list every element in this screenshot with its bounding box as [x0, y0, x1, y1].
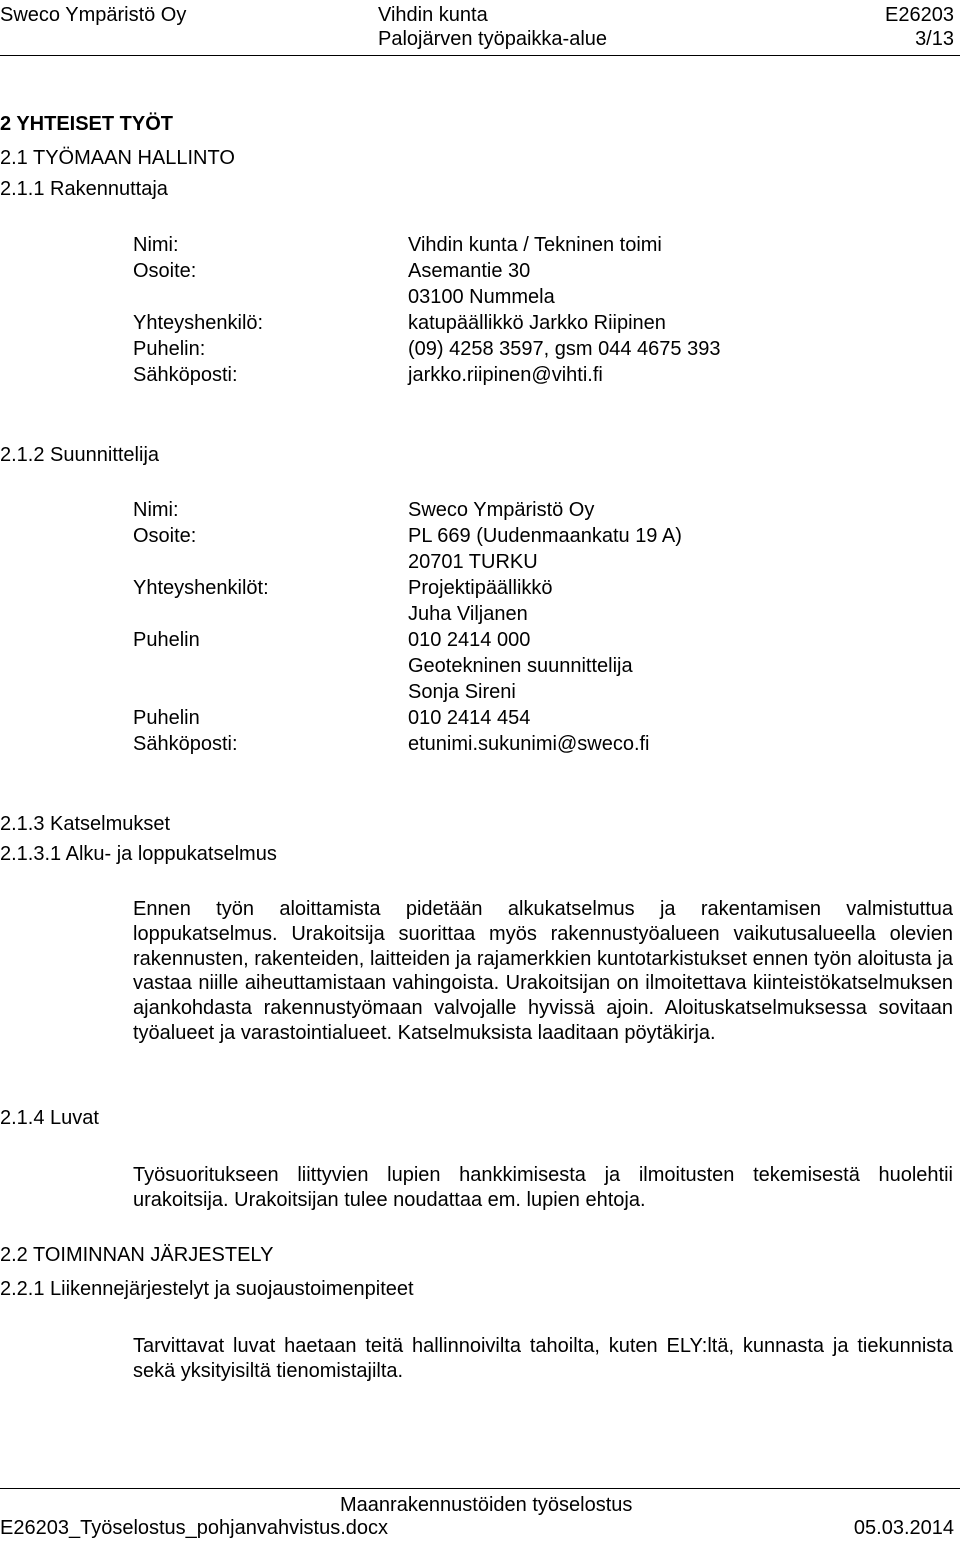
rakennuttaja-label: Puhelin: [133, 338, 206, 360]
footer-doc-title: Maanrakennustöiden työselostus [340, 1494, 633, 1516]
header-company: Sweco Ympäristö Oy [0, 4, 187, 26]
header-divider [0, 55, 960, 56]
suunnittelija-label: Nimi: [133, 499, 179, 521]
heading-katselmukset: 2.1.3 Katselmukset [0, 813, 171, 835]
suunnittelija-value: 20701 TURKU [408, 551, 538, 573]
suunnittelija-value: 010 2414 000 [408, 629, 531, 651]
rakennuttaja-email[interactable]: jarkko.riipinen@vihti.fi [408, 364, 603, 386]
heading-rakennuttaja: 2.1.1 Rakennuttaja [0, 178, 168, 200]
suunnittelija-value: Projektipäällikkö [408, 577, 553, 599]
heading-liikennejarjestelyt: 2.2.1 Liikennejärjestelyt ja suojaustoimenpiteet [0, 1278, 414, 1300]
suunnittelija-email[interactable]: etunimi.sukunimi@sweco.fi [408, 733, 650, 755]
footer-filename: E26203_Työselostus_pohjanvahvistus.docx [0, 1517, 389, 1539]
rakennuttaja-value: Asemantie 30 [408, 260, 531, 282]
suunnittelija-value: PL 669 (Uudenmaankatu 19 A) [408, 525, 682, 547]
suunnittelija-label: Osoite: [133, 525, 197, 547]
heading-tyomaan-hallinto: 2.1 TYÖMAAN HALLINTO [0, 147, 235, 169]
rakennuttaja-value: (09) 4258 3597, gsm 044 4675 393 [408, 338, 721, 360]
rakennuttaja-value: katupäällikkö Jarkko Riipinen [408, 312, 666, 334]
paragraph-katselmus: Ennen työn aloittamista pidetään alkukatselmus ja rakentamisen valmistuttua loppukatselmus. Urakoitsija suorittaa myös rakennustyöalueen vaikutusalueella olevien rakennusten, rakenteiden, laitteiden ja rajamerkkien kuntotarkistukset ennen työn aloitusta ja vastaa niille aiheuttamistaan vahingoista. Urakoitsijan on ilmoitettava kiinteistökatselmuksen ajankohdasta rakennustyömaan valvojalle hyvissä ajoin. Aloituskatselmuksessa sovitaan työalueet ja varastointialueet. Katselmuksista laaditaan pöytäkirja. [133, 898, 953, 1044]
heading-yhteiset-tyot: 2 YHTEISET TYÖT [0, 113, 173, 135]
suunnittelija-label: Yhteyshenkilöt: [133, 577, 269, 599]
rakennuttaja-label: Nimi: [133, 234, 179, 256]
suunnittelija-value: Sonja Sireni [408, 681, 516, 703]
header-page-number: 3/13 [915, 28, 954, 50]
rakennuttaja-value: 03100 Nummela [408, 286, 555, 308]
heading-suunnittelija: 2.1.2 Suunnittelija [0, 444, 160, 466]
heading-alku-ja-loppukatselmus: 2.1.3.1 Alku- ja loppukatselmus [0, 843, 277, 865]
rakennuttaja-value: Vihdin kunta / Tekninen toimi [408, 234, 662, 256]
header-project: Palojärven työpaikka-alue [378, 28, 608, 50]
suunnittelija-label: Puhelin [133, 707, 200, 729]
header-doc-code: E26203 [885, 4, 954, 26]
paragraph-liikenne: Tarvittavat luvat haetaan teitä hallinnoivilta tahoilta, kuten ELY:ltä, kunnasta ja tiekunnista sekä yksityisiltä tienomistajilta. [133, 1335, 953, 1382]
suunnittelija-value: 010 2414 454 [408, 707, 531, 729]
suunnittelija-value: Sweco Ympäristö Oy [408, 499, 595, 521]
suunnittelija-label: Sähköposti: [133, 733, 238, 755]
suunnittelija-value: Juha Viljanen [408, 603, 528, 625]
heading-luvat: 2.1.4 Luvat [0, 1107, 99, 1129]
rakennuttaja-label: Yhteyshenkilö: [133, 312, 264, 334]
footer-date: 05.03.2014 [853, 1517, 954, 1539]
rakennuttaja-label: Osoite: [133, 260, 197, 282]
header-client: Vihdin kunta [378, 4, 488, 26]
footer-divider [0, 1488, 960, 1489]
heading-toiminnan-jarjestely: 2.2 TOIMINNAN JÄRJESTELY [0, 1244, 274, 1266]
paragraph-luvat: Työsuoritukseen liittyvien lupien hankkimisesta ja ilmoitusten tekemisestä huolehtii urakoitsija. Urakoitsijan tulee noudattaa em. lupien ehtoja. [133, 1164, 953, 1211]
suunnittelija-value: Geotekninen suunnittelija [408, 655, 633, 677]
suunnittelija-label: Puhelin [133, 629, 200, 651]
rakennuttaja-label: Sähköposti: [133, 364, 238, 386]
